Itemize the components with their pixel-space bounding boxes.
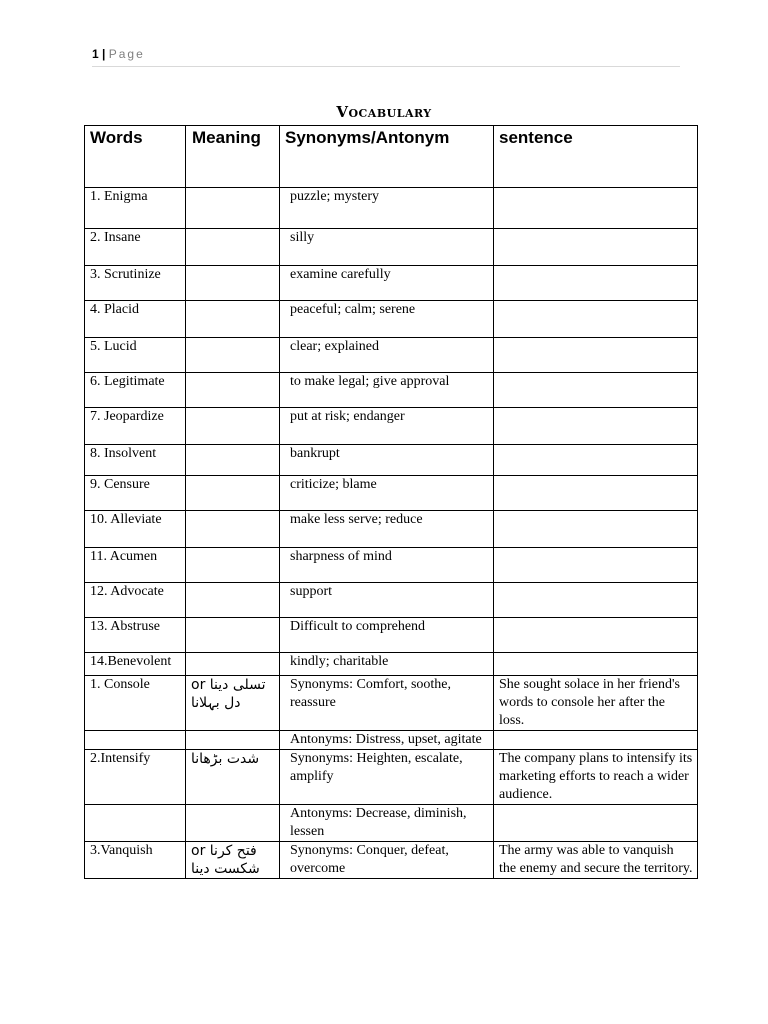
word-cell: 13. Abstruse	[85, 618, 186, 653]
sentence-cell	[494, 731, 698, 750]
page-separator: |	[102, 47, 106, 61]
synonym-cell: support	[280, 583, 494, 618]
meaning-cell: شدت بڑھانا	[186, 750, 280, 805]
page-number: 1	[92, 47, 99, 61]
table-row	[85, 805, 698, 842]
sentence-cell	[494, 188, 698, 229]
word-cell: 1. Enigma	[85, 188, 186, 229]
word-cell: 10. Alleviate	[85, 511, 186, 548]
column-header-meaning: Meaning	[186, 126, 280, 188]
meaning-cell	[186, 445, 280, 476]
table-row	[85, 373, 698, 408]
page-title: Vocabulary	[336, 103, 432, 121]
word-cell	[85, 805, 186, 842]
word-cell: 12. Advocate	[85, 583, 186, 618]
page-label: Page	[108, 47, 145, 61]
word-cell: 5. Lucid	[85, 338, 186, 373]
synonym-cell: Synonyms: Comfort, soothe, reassure	[280, 676, 494, 731]
antonym-cell: Antonyms: Decrease, diminish, lessen	[280, 805, 494, 842]
sentence-cell	[494, 408, 698, 445]
sentence-cell	[494, 476, 698, 511]
meaning-cell: فتح کرنا or شکست دینا	[186, 842, 280, 879]
header-divider	[92, 66, 680, 67]
table-row	[85, 188, 698, 229]
sentence-cell	[494, 301, 698, 338]
column-header-synonyms: Synonyms/Antonym	[280, 126, 494, 188]
synonym-cell: puzzle; mystery	[280, 188, 494, 229]
synonym-cell: criticize; blame	[280, 476, 494, 511]
word-cell: 2.Intensify	[85, 750, 186, 805]
synonym-cell: to make legal; give approval	[280, 373, 494, 408]
synonym-cell: bankrupt	[280, 445, 494, 476]
meaning-cell	[186, 229, 280, 266]
sentence-cell	[494, 373, 698, 408]
table-row	[85, 731, 698, 750]
meaning-cell	[186, 731, 280, 750]
meaning-cell	[186, 301, 280, 338]
meaning-cell	[186, 548, 280, 583]
table-row	[85, 842, 698, 879]
synonym-cell: clear; explained	[280, 338, 494, 373]
meaning-cell	[186, 373, 280, 408]
vocabulary-table	[84, 125, 698, 879]
meaning-cell	[186, 583, 280, 618]
page-header	[92, 47, 680, 61]
sentence-cell	[494, 805, 698, 842]
word-cell: 4. Placid	[85, 301, 186, 338]
word-cell: 3. Scrutinize	[85, 266, 186, 301]
sentence-cell: The army was able to vanquish the enemy and secure the territory.	[494, 842, 698, 879]
table-row	[85, 548, 698, 583]
table-row	[85, 476, 698, 511]
column-header-sentence: sentence	[494, 126, 698, 188]
word-cell: 9. Censure	[85, 476, 186, 511]
sentence-cell	[494, 445, 698, 476]
meaning-cell: تسلی دینا or دل بہلانا	[186, 676, 280, 731]
sentence-cell	[494, 338, 698, 373]
meaning-cell	[186, 338, 280, 373]
sentence-cell	[494, 653, 698, 676]
synonym-cell: silly	[280, 229, 494, 266]
table-row	[85, 229, 698, 266]
word-cell: 6. Legitimate	[85, 373, 186, 408]
table-row	[85, 408, 698, 445]
table-row	[85, 676, 698, 731]
synonym-cell: Difficult to comprehend	[280, 618, 494, 653]
table-row	[85, 511, 698, 548]
synonym-cell: make less serve; reduce	[280, 511, 494, 548]
word-cell: 1. Console	[85, 676, 186, 731]
meaning-cell	[186, 408, 280, 445]
synonym-cell: peaceful; calm; serene	[280, 301, 494, 338]
word-cell: 2. Insane	[85, 229, 186, 266]
sentence-cell	[494, 548, 698, 583]
table-row	[85, 445, 698, 476]
meaning-cell	[186, 476, 280, 511]
sentence-cell	[494, 266, 698, 301]
meaning-cell	[186, 188, 280, 229]
table-row	[85, 618, 698, 653]
word-cell: 14.Benevolent	[85, 653, 186, 676]
sentence-cell	[494, 511, 698, 548]
synonym-cell: kindly; charitable	[280, 653, 494, 676]
sentence-cell: She sought solace in her friend's words to console her after the loss.	[494, 676, 698, 731]
word-cell: 7. Jeopardize	[85, 408, 186, 445]
synonym-cell: put at risk; endanger	[280, 408, 494, 445]
table-row	[85, 266, 698, 301]
sentence-cell	[494, 229, 698, 266]
word-cell	[85, 731, 186, 750]
table-header-row	[85, 126, 698, 188]
word-cell: 11. Acumen	[85, 548, 186, 583]
table-row	[85, 301, 698, 338]
sentence-cell	[494, 618, 698, 653]
sentence-cell: The company plans to intensify its marketing efforts to reach a wider audience.	[494, 750, 698, 805]
word-cell: 8. Insolvent	[85, 445, 186, 476]
meaning-cell	[186, 266, 280, 301]
synonym-cell: Synonyms: Heighten, escalate, amplify	[280, 750, 494, 805]
table-row	[85, 583, 698, 618]
synonym-cell: Synonyms: Conquer, defeat, overcome	[280, 842, 494, 879]
meaning-cell	[186, 511, 280, 548]
meaning-cell	[186, 805, 280, 842]
table-row	[85, 750, 698, 805]
word-cell: 3.Vanquish	[85, 842, 186, 879]
table-row	[85, 338, 698, 373]
antonym-cell: Antonyms: Distress, upset, agitate	[280, 731, 494, 750]
meaning-cell	[186, 653, 280, 676]
sentence-cell	[494, 583, 698, 618]
table-row	[85, 653, 698, 676]
synonym-cell: sharpness of mind	[280, 548, 494, 583]
meaning-cell	[186, 618, 280, 653]
column-header-words: Words	[85, 126, 186, 188]
synonym-cell: examine carefully	[280, 266, 494, 301]
